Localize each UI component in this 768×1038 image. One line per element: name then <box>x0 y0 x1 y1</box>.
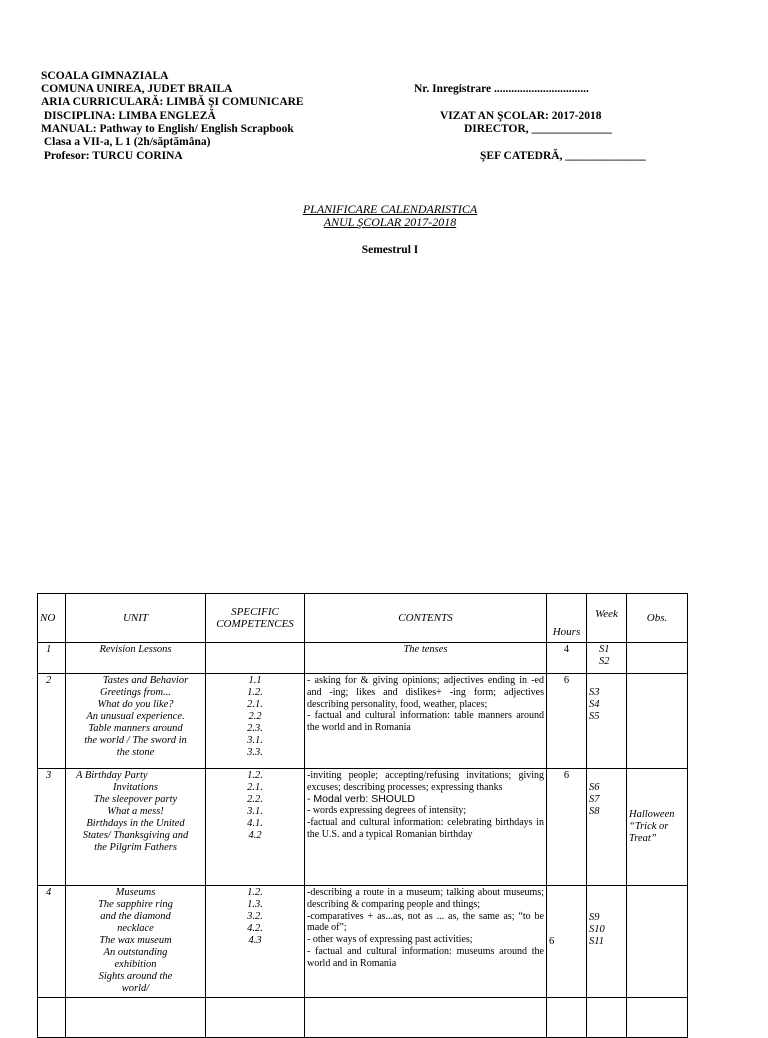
week-label: S1 <box>599 644 610 655</box>
competences-cell <box>206 886 305 998</box>
unit-lesson: Greetings from... <box>100 687 171 698</box>
unit-lesson: The sapphire ring <box>98 899 173 910</box>
row-number: 4 <box>38 886 66 998</box>
hours-value: 6 <box>549 935 555 947</box>
obs-cell <box>627 886 688 998</box>
curricular-area: ARIA CURRICULARĂ: LIMBĂ ŞI COMUNICARE <box>41 96 304 108</box>
table-row <box>38 769 688 886</box>
week-label: S10 <box>589 924 605 935</box>
obs-cell <box>627 674 688 769</box>
competence-code: 2.2 <box>248 711 262 722</box>
content-item: - other ways of expressing past activities; <box>307 934 473 946</box>
competence-code: 2.2. <box>247 794 263 805</box>
week-cell <box>587 674 627 769</box>
contents-cell <box>305 998 547 1038</box>
competence-code: 2.1. <box>247 699 263 710</box>
department-head-signature: ŞEF CATEDRĂ, ______________ <box>480 150 646 162</box>
competence-code: 4.2 <box>248 830 262 841</box>
table-row <box>38 998 688 1038</box>
row-number: 3 <box>38 769 66 886</box>
competence-code: 3.2. <box>247 911 263 922</box>
unit-lesson: The sleepover party <box>93 794 178 805</box>
unit-cell <box>66 643 206 674</box>
week-cell <box>587 998 627 1038</box>
content-item: - words expressing degrees of intensity; <box>307 805 467 817</box>
week-cell <box>587 643 627 674</box>
table-row <box>38 886 688 998</box>
header-unit: UNIT <box>66 594 206 643</box>
header-obs: Obs. <box>627 594 688 643</box>
document-title: PLANIFICARE CALENDARISTICA <box>302 202 478 216</box>
content-item: - factual and cultural information: table manners around the world and in Romania <box>307 710 544 734</box>
unit-lesson: the stone <box>116 747 155 758</box>
unit-title: Museums <box>115 887 156 898</box>
week-cell <box>587 886 627 998</box>
competences-cell <box>206 769 305 886</box>
unit-lesson: Birthdays in the United <box>86 818 185 829</box>
school-name: SCOALA GIMNAZIALA <box>41 70 169 82</box>
competence-code: 1.2. <box>247 687 263 698</box>
week-label: S3 <box>589 687 600 698</box>
school-year: ANUL ŞCOLAR 2017-2018 <box>323 215 457 229</box>
unit-lesson: Table manners around <box>88 723 183 734</box>
content-item: -inviting people; accepting/refusing invitations; giving excuses; describing processes; expressing thanks <box>307 770 544 793</box>
school-location: COMUNA UNIREA, JUDET BRAILA <box>41 83 233 95</box>
week-label: S7 <box>589 794 600 805</box>
unit-lesson: Sights around the <box>98 971 173 982</box>
competence-code: 3.1. <box>247 735 263 746</box>
row-number: 2 <box>38 674 66 769</box>
header-no: NO <box>38 594 66 643</box>
unit-title: Revision Lessons <box>99 644 172 655</box>
unit-cell <box>66 886 206 998</box>
content-item: -factual and cultural information: celebrating birthdays in the U.S. and a typical Romanian birthday <box>307 817 544 840</box>
competence-code: 2.3. <box>247 723 263 734</box>
unit-lesson: States/ Thanksgiving and <box>82 830 189 841</box>
competence-code: 1.1 <box>248 675 262 686</box>
week-cell <box>587 769 627 886</box>
header-competences: SPECIFIC COMPETENCES <box>206 594 305 643</box>
unit-lesson: the Pilgrim Fathers <box>94 842 177 853</box>
obs-cell <box>627 998 688 1038</box>
hours-cell <box>547 998 587 1038</box>
unit-lesson: The wax museum <box>99 935 172 946</box>
week-label: S4 <box>589 699 600 710</box>
unit-lesson: What do you like? <box>97 699 174 710</box>
hours-cell: 6 <box>547 769 587 886</box>
contents-cell: The tenses <box>305 643 547 674</box>
content-item: - factual and cultural information: museums around the world and in Romania <box>307 945 544 969</box>
class-info: Clasa a VII-a, L 1 (2h/săptămâna) <box>41 136 211 148</box>
contents-cell <box>305 769 547 886</box>
header-hours: Hours <box>547 594 587 643</box>
unit-lesson: necklace <box>117 923 154 934</box>
unit-lesson: the world / The sword in <box>84 735 187 746</box>
unit-lesson: An unusual experience. <box>86 711 185 722</box>
discipline: DISCIPLINA: LIMBA ENGLEZĂ <box>41 110 216 122</box>
registration-number: Nr. Inregistrare ................................. <box>414 83 589 95</box>
table-header-row <box>38 594 688 643</box>
competence-code: 4.2. <box>247 923 263 934</box>
header-contents: CONTENTS <box>305 594 547 643</box>
approval-year: VIZAT AN ŞCOLAR: 2017-2018 <box>440 110 602 122</box>
content-item: -comparatives + as...as, not as ... as, the same as; “to be made of”; <box>307 910 544 934</box>
competence-code: 2.1. <box>247 782 263 793</box>
competence-code: 1.3. <box>247 899 263 910</box>
content-item: - asking for & giving opinions; adjectives ending in -ed and -ing; likes and dislikes+ -ing form; adjectives describing personality, food, weather, places; <box>307 675 544 710</box>
textbook: MANUAL: Pathway to English/ English Scrapbook <box>41 123 294 135</box>
contents-cell <box>305 886 547 998</box>
row-number: 1 <box>38 643 66 674</box>
unit-cell <box>66 998 206 1038</box>
competences-cell <box>206 643 305 674</box>
hours-cell: 4 <box>547 643 587 674</box>
week-label: S9 <box>589 912 600 923</box>
competence-code: 3.1. <box>247 806 263 817</box>
table-row <box>38 643 688 674</box>
content-item: -describing a route in a museum; talking about museums; describing & comparing people and things; <box>307 887 544 910</box>
semester-heading: Semestrul I <box>361 244 419 256</box>
unit-cell <box>66 769 206 886</box>
obs-note: Halloween “Trick or Treat” <box>629 809 675 844</box>
header-week: Week <box>587 594 627 643</box>
obs-cell <box>627 769 688 886</box>
hours-cell: 6 <box>547 674 587 769</box>
director-signature: DIRECTOR, ______________ <box>464 123 613 135</box>
teacher: Profesor: TURCU CORINA <box>41 150 183 162</box>
unit-lesson: Invitations <box>113 782 158 793</box>
week-label: S8 <box>589 806 600 817</box>
obs-cell <box>627 643 688 674</box>
competence-code: 3.3. <box>247 747 263 758</box>
competence-code: 1.2. <box>247 887 263 898</box>
table-row <box>38 674 688 769</box>
row-number <box>38 998 66 1038</box>
contents-cell <box>305 674 547 769</box>
planning-table <box>37 593 688 1038</box>
unit-lesson: exhibition <box>114 959 157 970</box>
week-label: S5 <box>589 711 600 722</box>
competence-code: 4.1. <box>247 818 263 829</box>
unit-title: Tastes and Behavior <box>102 675 189 686</box>
unit-lesson: What a mess! <box>107 806 164 817</box>
competence-code: 1.2. <box>247 770 263 781</box>
unit-lesson: An outstanding <box>103 947 168 958</box>
competences-cell <box>206 674 305 769</box>
week-label: S11 <box>589 936 604 947</box>
week-label: S6 <box>589 782 600 793</box>
unit-lesson: and the diamond <box>100 911 171 922</box>
unit-lesson: world/ <box>121 983 150 994</box>
content-item: - Modal verb: SHOULD <box>307 792 415 805</box>
week-label: S2 <box>599 656 610 667</box>
unit-cell <box>66 674 206 769</box>
hours-cell <box>547 886 587 998</box>
unit-title: A Birthday Party <box>76 770 148 781</box>
competences-cell <box>206 998 305 1038</box>
competence-code: 4.3 <box>248 935 262 946</box>
